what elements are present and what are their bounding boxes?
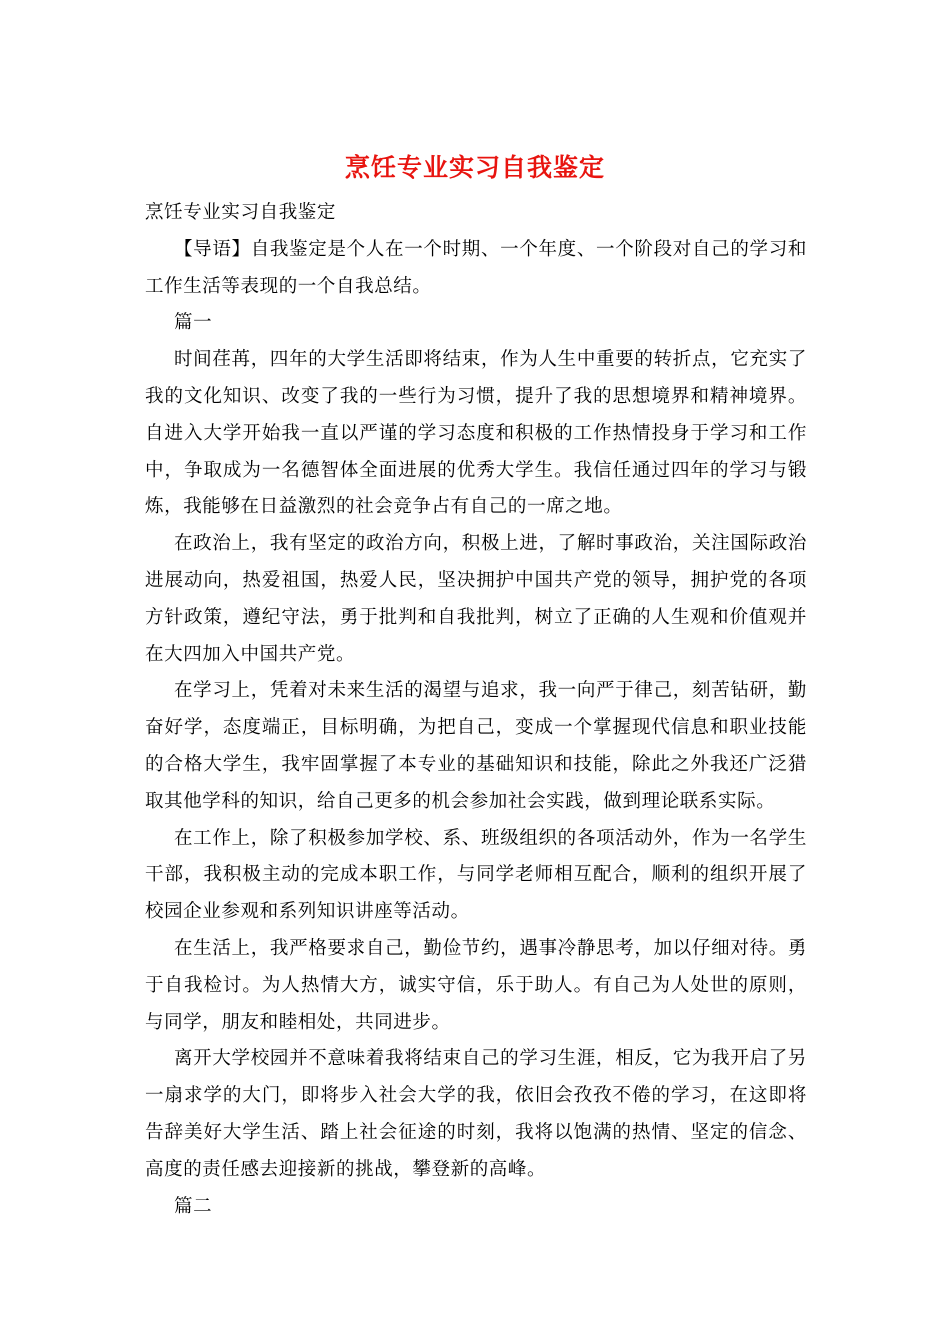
document-subtitle: 烹饪专业实习自我鉴定 <box>145 202 337 223</box>
document-body <box>145 195 807 1225</box>
paragraph-politics: 在政治上，我有坚定的政治方向，积极上进，了解时事政治，关注国际政治进展动向，热爱祖国，热爱人民，坚决拥护中国共产党的领导，拥护党的各项方针政策，遵纪守法，勇于批判和自我批判，树立了正确的人生观和价值观并在大四加入中国共产党。 <box>145 533 807 665</box>
paragraph-work: 在工作上，除了积极参加学校、系、班级组织的各项活动外，作为一名学生干部，我积极主动的完成本职工作，与同学老师相互配合，顺利的组织开展了校园企业参观和系列知识讲座等活动。 <box>145 827 807 923</box>
paragraph-intro: 【导语】自我鉴定是个人在一个时期、一个年度、一个阶段对自己的学习和工作生活等表现的一个自我总结。 <box>145 238 807 297</box>
section-heading-part-one: 篇一 <box>174 312 213 334</box>
paragraph-conclusion: 离开大学校园并不意味着我将结束自己的学习生涯，相反，它为我开启了另一扇求学的大门，即将步入社会大学的我，依旧会孜孜不倦的学习，在这即将告辞美好大学生活、踏上社会征途的时刻，我将以饱满的热情、坚定的信念、高度的责任感去迎接新的挑战，攀登新的高峰。 <box>145 1048 807 1180</box>
document-title: 烹饪专业实习自我鉴定 <box>344 153 605 182</box>
paragraph-overview: 时间荏苒，四年的大学生活即将结束，作为人生中重要的转折点，它充实了我的文化知识、改变了我的一些行为习惯，提升了我的思想境界和精神境界。自进入大学开始我一直以严谨的学习态度和积极的工作热情投身于学习和工作中，争取成为一名德智体全面进展的优秀大学生。我信任通过四年的学习与锻炼，我能够在日益激烈的社会竞争占有自己的一席之地。 <box>145 349 807 518</box>
paragraph-life: 在生活上，我严格要求自己，勤俭节约，遇事冷静思考，加以仔细对待。勇于自我检讨。为人热情大方，诚实守信，乐于助人。有自己为人处世的原则，与同学，朋友和睦相处，共同进步。 <box>145 937 807 1033</box>
section-heading-part-two: 篇二 <box>174 1195 213 1217</box>
paragraph-study: 在学习上，凭着对未来生活的渴望与追求，我一向严于律己，刻苦钻研，勤奋好学，态度端正，目标明确，为把自己，变成一个掌握现代信息和职业技能的合格大学生，我牢固掌握了本专业的基础知识和技能，除此之外我还广泛猎取其他学科的知识，给自己更多的机会参加社会实践，做到理论联系实际。 <box>145 680 807 812</box>
